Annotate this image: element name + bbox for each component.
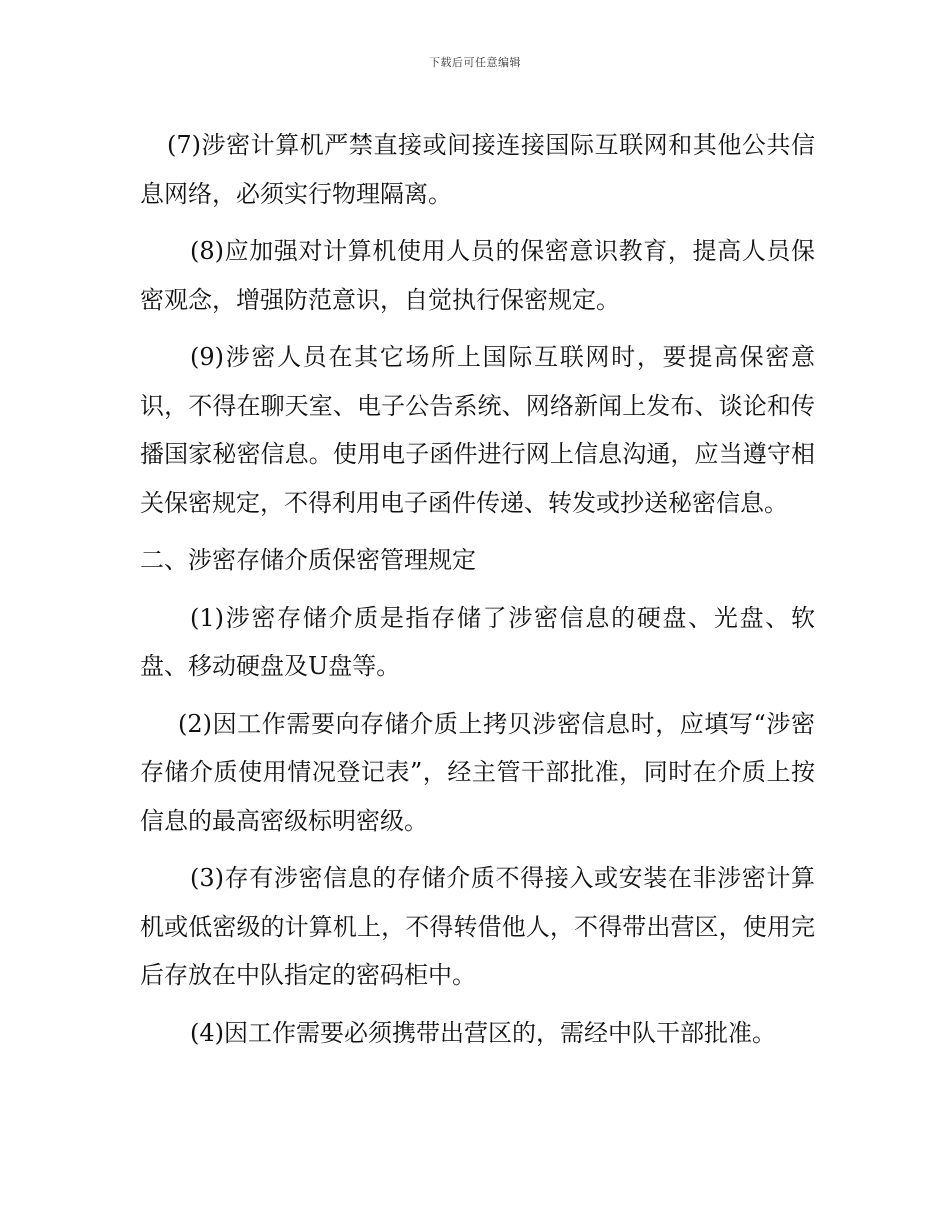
paragraph-item-9: (9)涉密人员在其它场所上国际互联网时，要提高保密意识，不得在聊天室、电子公告系统、网络新闻上发布、谈论和传播国家秘密信息。使用电子函件进行网上信息沟通，应当遵守相关保密规定，不得利用电子函件传递、转发或抄送秘密信息。 <box>140 343 815 517</box>
paragraph-item-7: (7)涉密计算机严禁直接或间接连接国际互联网和其他公共信息网络，必须实行物理隔离。 <box>140 131 815 208</box>
paragraph-item-8: (8)应加强对计算机使用人员的保密意识教育，提高人员保密观念，增强防范意识，自觉执行保密规定。 <box>140 237 815 314</box>
page-header: 下载后可任意编辑 <box>429 56 521 69</box>
paragraph-item-3: (3)存有涉密信息的存储介质不得接入或安装在非涉密计算机或低密级的计算机上，不得转借他人，不得带出营区，使用完后存放在中队指定的密码柜中。 <box>140 864 815 989</box>
section-heading: 二、涉密存储介质保密管理规定 <box>140 546 476 574</box>
paragraph-item-2: (2)因工作需要向存储介质上拷贝涉密信息时，应填写“涉密存储介质使用情况登记表”，经主管干部批准，同时在介质上按信息的最高密级标明密级。 <box>140 709 815 835</box>
paragraph-item-4: (4)因工作需要必须携带出营区的，需经中队干部批准。 <box>190 1018 776 1047</box>
paragraph-item-1: (1)涉密存储介质是指存储了涉密信息的硬盘、光盘、软盘、移动硬盘及U盘等。 <box>140 603 815 680</box>
document-body <box>140 121 815 1057</box>
